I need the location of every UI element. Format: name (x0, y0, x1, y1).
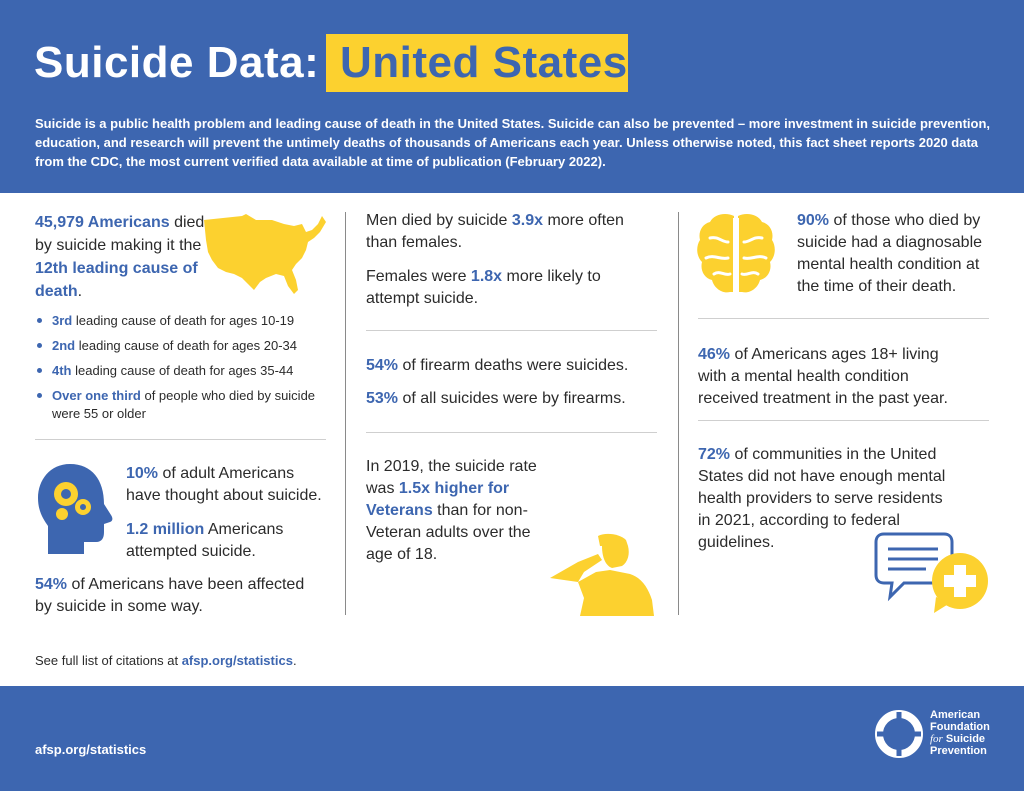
treatment-stat: 46% of Americans ages 18+ living with a mental health condition received treatment in the past year. (698, 346, 948, 407)
page-title-highlight: United States (340, 38, 628, 87)
thought-stat: 10% of adult Americans have thought about suicide. (126, 465, 322, 504)
column-divider (345, 212, 346, 615)
men-stat: Men died by suicide 3.9x more often than females. (366, 212, 624, 251)
citations-line: See full list of citations at afsp.org/statistics. (35, 653, 297, 668)
divider (366, 432, 657, 433)
footer-link[interactable]: afsp.org/statistics (35, 742, 147, 757)
list-item: 3rd leading cause of death for ages 10-19 (36, 312, 326, 330)
firearm-stat: 54% of firearm deaths were suicides. (366, 357, 629, 374)
intro-paragraph: Suicide is a public health problem and leading cause of death in the United States. Suicide can also be prevented – more investment in suicide prevention, education, and research will prevent the untimely deaths of thousands of Americans each year. Unless otherwise noted, this fact sheet reports 2020 data from the CDC, the most current verified data available at time of publication (February 2022). (35, 116, 991, 169)
divider (698, 420, 989, 421)
list-item: 2nd leading cause of death for ages 20-34 (36, 337, 326, 355)
affected-stat: 54% of Americans have been affected by suicide in some way. (35, 576, 305, 615)
soldier-salute-icon (548, 532, 656, 616)
citations-link[interactable]: afsp.org/statistics (181, 653, 293, 668)
head-gears-icon (36, 462, 114, 556)
divider (698, 318, 989, 319)
us-map-icon (202, 212, 328, 296)
lifebuoy-logo-icon (875, 710, 923, 758)
diagnosable-stat: 90% of those who died by suicide had a diagnosable mental health condition at the time of their death. (797, 212, 983, 295)
headline-end: . (77, 283, 83, 300)
footer-banner (0, 686, 1024, 791)
headline-number: 45,979 Americans (35, 214, 170, 231)
headline-rank: 12th leading cause of death (35, 260, 198, 300)
list-item: 4th leading cause of death for ages 35-44 (36, 362, 326, 380)
divider (366, 330, 657, 331)
page-title: Suicide Data: (34, 38, 320, 87)
rank-bullet-list (36, 312, 326, 430)
attempt-stat: 1.2 million Americans attempted suicide. (126, 521, 284, 560)
veteran-stat: In 2019, the suicide rate was 1.5x higher for Veterans than for non-Veteran adults over the age of 18. (366, 458, 537, 563)
afsp-logo-text: American Foundation for Suicide Prevention (930, 709, 990, 757)
communities-stat: 72% of communities in the United States did not have enough mental health providers to serve residents in 2021, according to federal guidelines. (698, 446, 946, 551)
female-stat: Females were 1.8x more likely to attempt suicide. (366, 268, 601, 307)
headline-stat (35, 211, 215, 303)
headline-mid: died by suicide making it the (35, 214, 205, 254)
brain-icon (696, 212, 776, 298)
list-item: Over one third of people who died by suicide were 55 or older (36, 387, 326, 423)
column-divider (678, 212, 679, 615)
divider (35, 439, 326, 440)
firearm-suicide-stat: 53% of all suicides were by firearms. (366, 390, 626, 407)
chat-medical-icon (874, 531, 992, 615)
